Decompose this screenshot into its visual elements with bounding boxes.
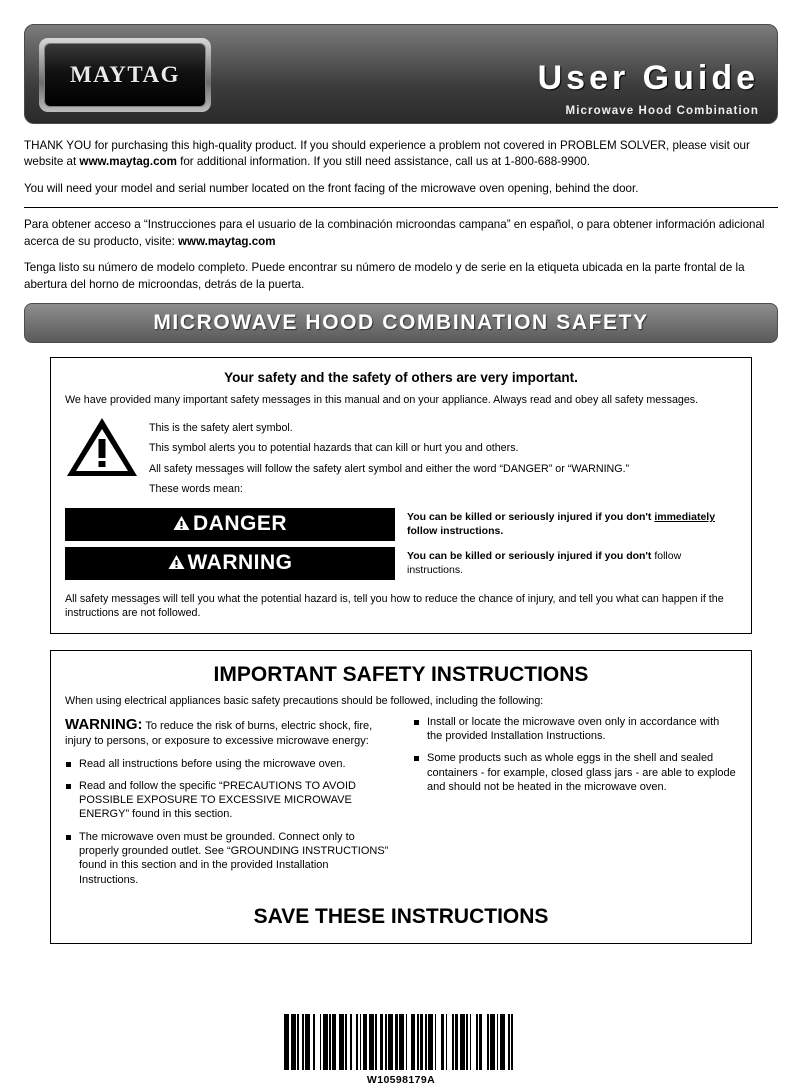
danger-alert-icon <box>173 513 190 537</box>
barcode-block <box>24 1014 778 1086</box>
save-instructions-title: SAVE THESE INSTRUCTIONS <box>253 904 549 928</box>
danger-row <box>65 508 737 541</box>
safety-alert-triangle-icon <box>65 416 139 478</box>
header-banner <box>24 24 778 124</box>
barcode-image <box>284 1014 517 1070</box>
important-safety-title: IMPORTANT SAFETY INSTRUCTIONS <box>213 662 589 686</box>
important-warning-body: To reduce the risk of burns, electric shock, fire, injury to persons, or exposure to excessive microwave energy: <box>65 719 373 748</box>
alert-line-3: All safety messages will follow the safety alert symbol and either the word “DANGER” or “WARNING.” <box>149 462 630 475</box>
list-item: Install or locate the microwave oven only in accordance with the provided Installation Instructions. <box>413 715 737 744</box>
alert-line-1: This is the safety alert symbol. <box>149 421 293 434</box>
safety-alert-row <box>65 416 737 502</box>
alert-line-2: This symbol alerts you to potential hazards that can kill or hurt you and others. <box>149 442 519 455</box>
safety-box-title: Your safety and the safety of others are very important. <box>224 370 578 386</box>
maytag-logo <box>39 38 211 112</box>
important-warning-word: WARNING: <box>65 715 143 733</box>
important-safety-lead: When using electrical appliances basic safety precautions should be followed, including the following: <box>65 694 544 707</box>
danger-label: DANGER <box>192 511 287 535</box>
page-subtitle: Microwave Hood Combination <box>565 105 759 117</box>
intro-model-note-spanish: Tenga listo su número de modelo completo. Puede encontrar su número de modelo y de serie en la etiqueta ubicada en la parte frontal de la abertura del horno de microondas, detrás de la puerta. <box>24 261 745 291</box>
list-item: Some products such as whole eggs in the shell and sealed containers - for example, closed glass jars - are able to explode and should not be heated in the microwave oven. <box>413 751 737 794</box>
document-page <box>0 24 802 1086</box>
page-title: User Guide <box>537 59 759 97</box>
section-header-safety <box>24 303 778 343</box>
intro-p1-after: for additional information. If you still need assistance, call us at 1-800-688-9900. <box>176 155 591 169</box>
danger-text-before: You can be killed or seriously injured if you don't <box>407 511 655 524</box>
intro-paragraph-spanish <box>24 217 778 250</box>
intro-paragraph-english <box>24 138 778 171</box>
important-warning-text <box>65 715 389 749</box>
intro-section <box>24 138 778 293</box>
danger-description <box>407 510 737 538</box>
list-item: Read and follow the specific “PRECAUTIONS TO AVOID POSSIBLE EXPOSURE TO EXCESSIVE MICROWAVE ENERGY” found in this section. <box>65 779 389 822</box>
safety-alert-lines <box>149 416 737 502</box>
intro-p3-before: Para obtener acceso a “Instrucciones para el usuario de la combinación microondas campana” en español, o para obtener información adicional acerca de su producto, visite: <box>24 218 765 248</box>
danger-banner <box>65 508 395 541</box>
important-safety-left-column <box>65 715 389 895</box>
warning-row <box>65 547 737 580</box>
intro-model-note: You will need your model and serial number located on the front facing of the microwave oven opening, behind the door. <box>24 181 639 195</box>
horizontal-divider <box>24 207 778 208</box>
danger-text-underline: immediately <box>654 511 716 524</box>
warning-alert-icon <box>168 552 185 576</box>
warning-label: WARNING <box>187 550 293 574</box>
safety-box <box>50 357 752 634</box>
warning-text-normal: follow instructions. <box>407 550 682 577</box>
warning-text-before: You can be killed or seriously injured if you don't <box>407 550 655 563</box>
important-safety-columns <box>65 715 737 895</box>
barcode-label: W10598179A <box>366 1073 436 1086</box>
list-item: The microwave oven must be grounded. Connect only to properly grounded outlet. See “GROUNDING INSTRUCTIONS” found in this section and in the provided Installation Instructions. <box>65 830 389 887</box>
left-bullet-list <box>65 757 389 887</box>
section-header-label: MICROWAVE HOOD COMBINATION SAFETY <box>153 311 649 335</box>
intro-p1-before: THANK YOU for purchasing this high-quality product. If you should experience a problem not covered in PROBLEM SOLVER, please visit our website at <box>24 139 750 169</box>
important-safety-right-column <box>413 715 737 895</box>
website-link-en[interactable]: www.maytag.com <box>79 155 177 169</box>
warning-description <box>407 549 737 577</box>
brand-name: MAYTAG <box>70 62 180 87</box>
right-bullet-list <box>413 715 737 794</box>
safety-box-intro: We have provided many important safety messages in this manual and on your appliance. Always read and obey all safety messages. <box>65 394 699 407</box>
website-link-es[interactable]: www.maytag.com <box>178 234 276 248</box>
safety-box-footer: All safety messages will tell you what the potential hazard is, tell you how to reduce the chance of injury, and tell you what can happen if the instructions are not followed. <box>65 592 724 620</box>
alert-line-4: These words mean: <box>149 483 243 496</box>
list-item: Read all instructions before using the microwave oven. <box>65 757 389 771</box>
important-safety-instructions-box <box>50 650 752 944</box>
warning-banner <box>65 547 395 580</box>
danger-text-after: follow instructions. <box>407 525 504 538</box>
logo-plate-inner <box>44 43 206 107</box>
